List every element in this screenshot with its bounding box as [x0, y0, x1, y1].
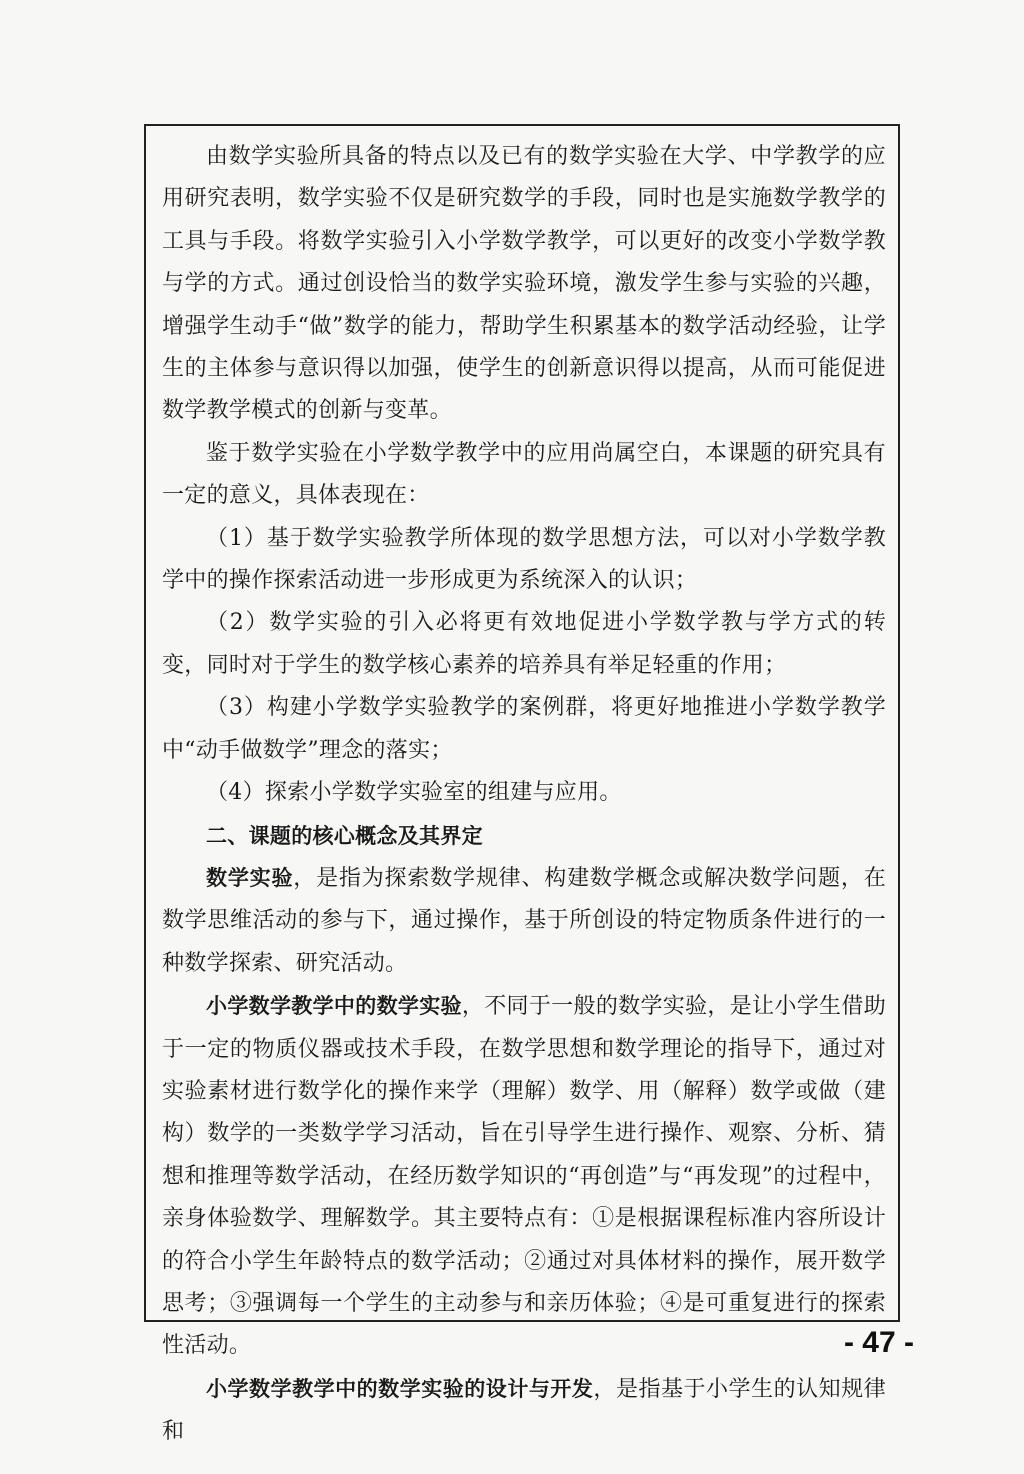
paragraph-significance: 鉴于数学实验在小学数学教学中的应用尚属空白，本课题的研究具有一定的意义，具体表现在： [162, 440, 886, 509]
page-number: - 47 - [843, 1326, 914, 1359]
paragraph-intro: 由数学实验所具备的特点以及已有的数学实验在大学、中学教学的应用研究表明，数学实验不仅是研究数学的手段，同时也是实施数学教学的工具与手段。将数学实验引入小学数学教学，可以更好的改变小学数学教与学的方式。通过创设恰当的数学实验环境，激发学生参与实验的兴趣，增强学生动手“做”数学的能力，帮助学生积累基本的数学活动经验，让学生的主体参与意识得以加强，使学生的创新意识得以提高，从而可能促进数学教学模式的创新与变革。 [162, 144, 886, 424]
definition-term: 数学实验 [206, 865, 294, 890]
definition-text: ，不同于一般的数学实验，是让小学生借助于一定的物质仪器或技术手段，在数学思想和数学理论的指导下，通过对实验素材进行数学化的操作来学（理解）数学、用（解释）数学或做（建构）数学的一类数学学习活动，旨在引导学生进行操作、观察、分析、猜想和推理等数学活动，在经历数学知识的“再创造”与“再发现”的过程中，亲身体验数学、理解数学。其主要特点有：①是根据课程标准内容所设计的符合小学生年龄特点的数学活动；②通过对具体材料的操作，展开数学思考；③强调每一个学生的主动参与和亲历体验；④是可重复进行的探索性活动。 [162, 994, 886, 1359]
list-item-2: （2）数学实验的引入必将更有效地促进小学数学教与学方式的转变，同时对于学生的数学核心素养的培养具有举足轻重的作用； [162, 610, 886, 678]
definition-math-experiment [162, 857, 886, 985]
definition-term: 小学数学教学中的数学实验的设计与开发 [206, 1376, 594, 1401]
document-body [162, 136, 886, 1454]
definition-text: ，是指为探索数学规律、构建数学概念或解决数学问题，在数学思维活动的参与下，通过操作，基于所创设的特定物质条件进行的一种数学探索、研究活动。 [162, 865, 887, 976]
definition-primary-math-experiment [162, 985, 886, 1368]
definition-text: ，是指基于小学生的认知规律和 [162, 1376, 886, 1445]
list-item-1: （1）基于数学实验教学所体现的数学思想方法，可以对小学数学教学中的操作探索活动进一步形成更为系统深入的认识； [162, 525, 886, 594]
list-item-4: （4）探索小学数学实验室的组建与应用。 [206, 780, 622, 806]
list-item-3: （3）构建小学数学实验教学的案例群，将更好地推进小学数学教学中“动手做数学”理念的落实； [162, 695, 886, 763]
definition-design-development [162, 1368, 886, 1454]
section-heading: 二、课题的核心概念及其界定 [206, 823, 483, 848]
definition-term: 小学数学教学中的数学实验 [206, 994, 462, 1019]
